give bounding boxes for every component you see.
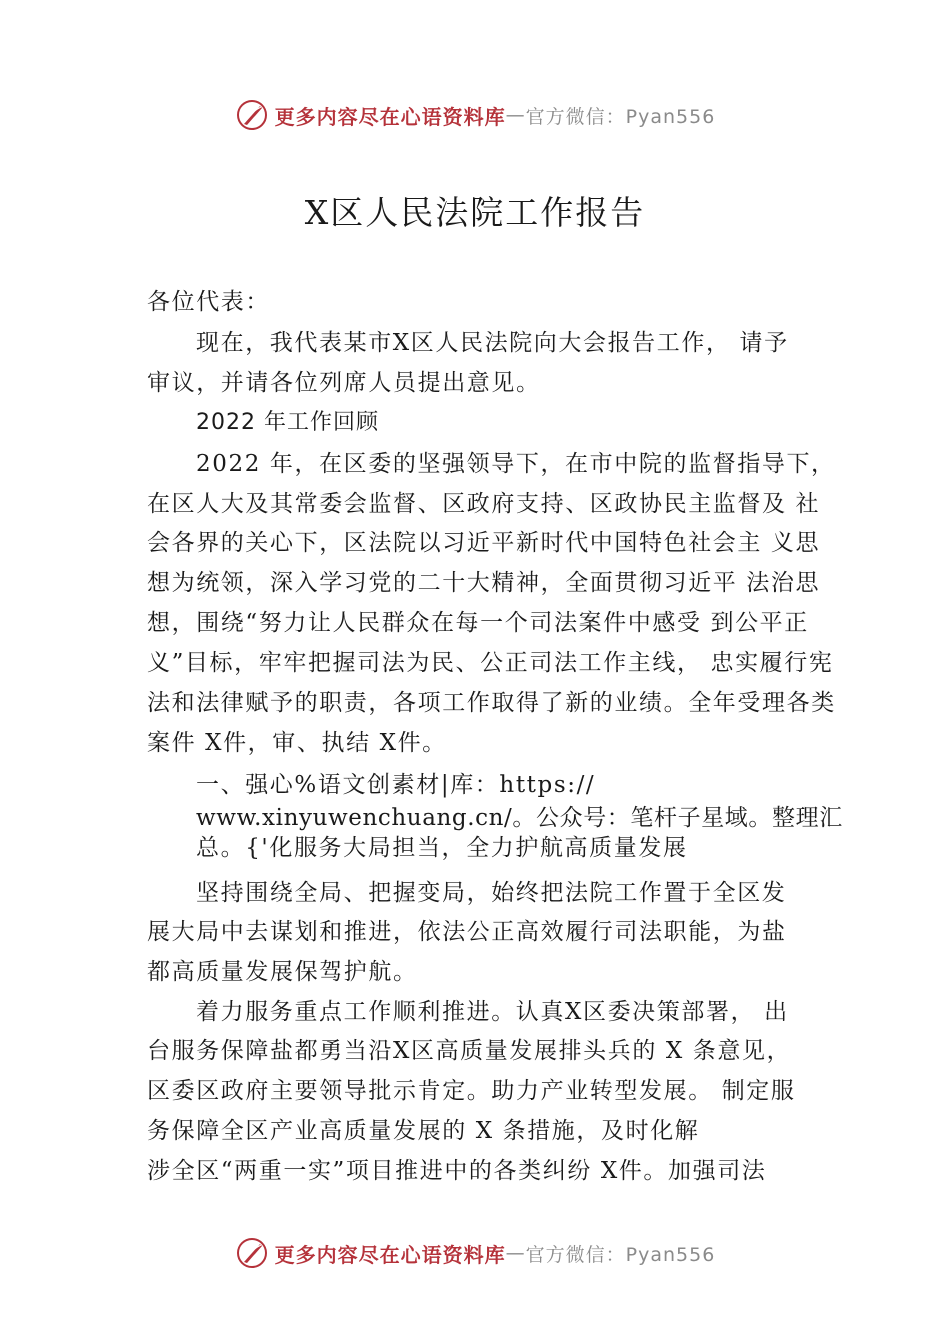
watermark-main-text: 更多内容尽在心语资料库 [274,1242,506,1267]
paragraph-line: 区委区政府主要领导批示肯定。助力产业转型发展。 制定服 [147,1078,796,1104]
paragraph-line: 法和法律赋予的职责，各项工作取得了新的业绩。全年受理各类 [147,690,836,716]
watermark-banner-top [0,95,950,135]
watermark-banner-bottom [0,1233,950,1273]
paragraph-line: 2022 年，在区委的坚强领导下，在市中院的监督指导下， [196,451,836,477]
paragraph-line: 想为统领，深入学习党的二十大精神，全面贯彻习近平 法治思 [147,570,821,596]
paragraph-line: 想，围绕“努力让人民群众在每一个司法案件中感受 到公平正 [147,610,809,636]
section-heading-line: 总。{'化服务大局担当，全力护航高质量发展 [196,835,688,861]
paragraph-line: 现在，我代表某市X区人民法院向大会报告工作， 请予 [196,330,789,356]
watermark-dash: — [505,1242,526,1264]
paragraph-line: 涉全区“两重一实”项目推进中的各类纠纷 X件。加强司法 [147,1158,767,1184]
salutation: 各位代表： [147,289,270,315]
document-title: X区人民法院工作报告 [304,193,646,232]
section-heading: 2022 年工作回顾 [196,410,379,435]
paragraph-line: 会各界的关心下，区法院以习近平新时代中国特色社会主 义思 [147,530,821,556]
watermark-main-text: 更多内容尽在心语资料库 [274,104,506,129]
paragraph-line: 务保障全区产业高质量发展的 X 条措施，及时化解 [147,1118,700,1144]
quill-logo-icon [235,98,269,132]
paragraph-line: 展大局中去谋划和推进，依法公正高效履行司法职能，为盐 [147,919,787,945]
paragraph-line: 义”目标，牢牢把握司法为民、公正司法工作主线， 忠实履行宪 [147,650,834,676]
quill-logo-icon [235,1236,269,1270]
paragraph-line: 台服务保障盐都勇当沿X区高质量发展排头兵的 X 条意见， [147,1038,792,1064]
watermark-wechat-text: 官方微信：Pyan556 [525,105,716,128]
section-heading-line: www.xinyuwenchuang.cn/。公众号：笔杆子星域。整理汇 [196,805,843,831]
paragraph-line: 都高质量发展保驾护航。 [147,959,418,985]
paragraph-line: 着力服务重点工作顺利推进。认真X区委决策部署， 出 [196,999,789,1025]
watermark-wechat-text: 官方微信：Pyan556 [525,1243,716,1266]
paragraph-line: 案件 X件，审、执结 X件。 [147,730,447,756]
paragraph-line: 审议，并请各位列席人员提出意见。 [147,370,541,396]
paragraph-line: 坚持围绕全局、把握变局，始终把法院工作置于全区发 [196,880,787,906]
section-heading-line: 一、强心%语文创素材|库：https:// [196,772,596,798]
watermark-dash: — [505,104,526,126]
paragraph-line: 在区人大及其常委会监督、区政府支持、区政协民主监督及 社 [147,491,821,517]
